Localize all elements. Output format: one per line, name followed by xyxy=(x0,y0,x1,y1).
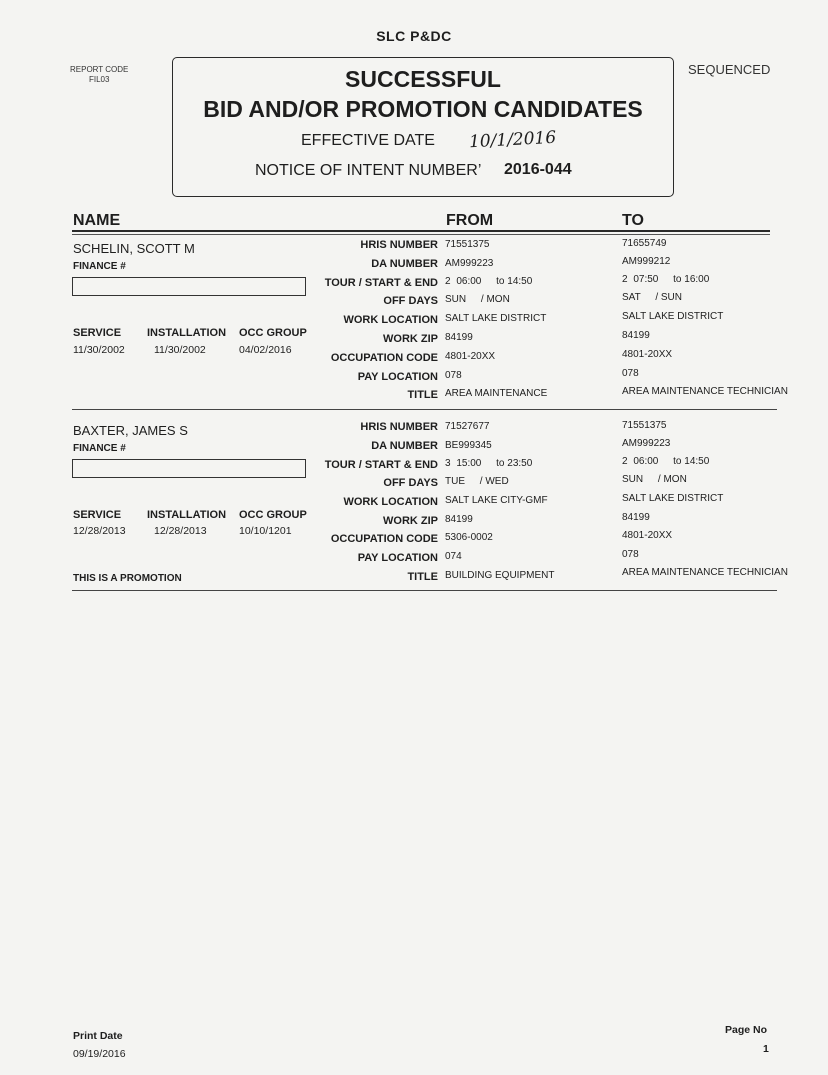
service-date: 12/28/2013 xyxy=(73,525,126,537)
from-tour xyxy=(445,276,532,287)
from-tour-end: to 23:50 xyxy=(496,458,533,469)
effective-date-handwritten: 10/1/2016 xyxy=(468,127,557,153)
to-title: AREA MAINTENANCE TECHNICIAN xyxy=(622,567,788,578)
label-occupation-code: OCCUPATION CODE xyxy=(330,352,438,364)
from-work-zip: 84199 xyxy=(445,514,473,525)
from-da-number: AM999223 xyxy=(445,258,494,269)
from-work-location: SALT LAKE DISTRICT xyxy=(445,313,547,324)
organization-name: SLC P&DC xyxy=(376,28,452,44)
from-hris-number: 71527677 xyxy=(445,421,490,432)
occ-group-label: OCC GROUP xyxy=(239,327,307,339)
label-da-number: DA NUMBER xyxy=(371,258,438,270)
from-off-days xyxy=(445,476,509,487)
column-header-to: TO xyxy=(622,212,644,229)
label-off-days: OFF DAYS xyxy=(383,477,438,489)
report-code-label: REPORT CODE xyxy=(70,65,129,74)
from-off-day-2: / WED xyxy=(479,476,509,487)
title-box xyxy=(172,57,674,197)
label-title: TITLE xyxy=(407,571,438,583)
to-off-day-1: SAT xyxy=(622,292,641,303)
column-header-from: FROM xyxy=(446,212,494,229)
to-tour xyxy=(622,274,709,285)
label-off-days: OFF DAYS xyxy=(383,295,438,307)
header-rule xyxy=(72,230,770,232)
from-tour-start: 06:00 xyxy=(456,276,482,287)
notice-of-intent-label: NOTICE OF INTENT NUMBER’ xyxy=(255,162,482,179)
to-hris-number: 71655749 xyxy=(622,238,667,249)
to-off-day-1: SUN xyxy=(622,474,644,485)
candidate-name: BAXTER, JAMES S xyxy=(73,423,188,438)
from-title: BUILDING EQUIPMENT xyxy=(445,570,555,581)
from-tour-number: 2 xyxy=(445,276,451,287)
page-number-value: 1 xyxy=(763,1043,769,1055)
from-title: AREA MAINTENANCE xyxy=(445,388,548,399)
to-work-zip: 84199 xyxy=(622,512,650,523)
to-tour-end: to 16:00 xyxy=(673,274,710,285)
sequenced-label: SEQUENCED xyxy=(688,62,771,77)
label-work-location: WORK LOCATION xyxy=(343,496,438,508)
to-da-number: AM999212 xyxy=(622,256,671,267)
to-tour-number: 2 xyxy=(622,456,628,467)
promotion-note: THIS IS A PROMOTION xyxy=(73,573,182,584)
label-work-location: WORK LOCATION xyxy=(343,314,438,326)
to-off-days xyxy=(622,292,682,303)
to-hris-number: 71551375 xyxy=(622,420,667,431)
page-number-label: Page No xyxy=(725,1024,768,1036)
from-pay-location: 074 xyxy=(445,551,462,562)
from-hris-number: 71551375 xyxy=(445,239,490,250)
record-separator xyxy=(72,409,777,410)
header-rule-thin xyxy=(72,234,770,235)
installation-date: 12/28/2013 xyxy=(154,525,207,537)
to-pay-location: 078 xyxy=(622,549,639,560)
notice-of-intent-number: 2016-044 xyxy=(504,161,572,178)
column-header-name: NAME xyxy=(73,212,121,229)
label-title: TITLE xyxy=(407,389,438,401)
label-da-number: DA NUMBER xyxy=(371,440,438,452)
from-work-location: SALT LAKE CITY-GMF xyxy=(445,495,548,506)
to-off-days xyxy=(622,474,687,485)
occ-group-label: OCC GROUP xyxy=(239,509,307,521)
to-off-day-2: / MON xyxy=(657,474,687,485)
label-pay-location: PAY LOCATION xyxy=(357,371,438,383)
service-label: SERVICE xyxy=(73,327,122,339)
from-pay-location: 078 xyxy=(445,370,462,381)
finance-label: FINANCE # xyxy=(73,443,126,454)
installation-date: 11/30/2002 xyxy=(154,344,206,356)
from-occupation-code: 5306-0002 xyxy=(445,532,493,543)
to-da-number: AM999223 xyxy=(622,438,671,449)
label-hris-number: HRIS NUMBER xyxy=(360,421,438,433)
installation-label: INSTALLATION xyxy=(147,327,227,339)
to-tour-end: to 14:50 xyxy=(673,456,710,467)
from-occupation-code: 4801-20XX xyxy=(445,351,496,362)
from-off-day-2: / MON xyxy=(480,294,510,305)
from-tour-end: to 14:50 xyxy=(496,276,533,287)
to-work-zip: 84199 xyxy=(622,330,650,341)
occ-group-date: 04/02/2016 xyxy=(239,344,292,356)
title-line-2: BID AND/OR PROMOTION CANDIDATES xyxy=(203,96,643,122)
label-hris-number: HRIS NUMBER xyxy=(360,239,438,251)
effective-date-label: EFFECTIVE DATE xyxy=(301,132,435,149)
to-tour-number: 2 xyxy=(622,274,628,285)
from-work-zip: 84199 xyxy=(445,332,473,343)
service-date: 11/30/2002 xyxy=(73,344,125,356)
occ-group-date: 10/10/1201 xyxy=(239,525,292,537)
to-tour-start: 06:00 xyxy=(633,456,659,467)
to-occupation-code: 4801-20XX xyxy=(622,349,673,360)
from-da-number: BE999345 xyxy=(445,440,492,451)
to-tour xyxy=(622,456,709,467)
label-tour: TOUR / START & END xyxy=(324,459,438,471)
to-occupation-code: 4801-20XX xyxy=(622,530,673,541)
to-work-location: SALT LAKE DISTRICT xyxy=(622,493,724,504)
label-work-zip: WORK ZIP xyxy=(383,333,438,345)
label-work-zip: WORK ZIP xyxy=(383,515,438,527)
report-code xyxy=(70,65,128,85)
candidate-name: SCHELIN, SCOTT M xyxy=(73,241,195,256)
label-pay-location: PAY LOCATION xyxy=(357,552,438,564)
report-code-value: FIL03 xyxy=(88,75,110,84)
to-tour-start: 07:50 xyxy=(633,274,659,285)
record-separator xyxy=(72,590,777,591)
to-off-day-2: / SUN xyxy=(655,292,682,303)
from-tour-start: 15:00 xyxy=(456,458,482,469)
print-date-value: 09/19/2016 xyxy=(73,1048,126,1060)
from-tour xyxy=(445,458,532,469)
title-line-1: SUCCESSFUL xyxy=(345,66,501,92)
from-off-day-1: SUN xyxy=(445,294,467,305)
to-pay-location: 078 xyxy=(622,368,639,379)
to-work-location: SALT LAKE DISTRICT xyxy=(622,311,724,322)
from-tour-number: 3 xyxy=(445,458,451,469)
print-date-label: Print Date xyxy=(73,1030,123,1042)
label-tour: TOUR / START & END xyxy=(324,277,438,289)
to-title: AREA MAINTENANCE TECHNICIAN xyxy=(622,386,788,397)
finance-number-field xyxy=(72,459,306,478)
service-label: SERVICE xyxy=(73,509,122,521)
finance-number-field xyxy=(72,277,306,296)
label-occupation-code: OCCUPATION CODE xyxy=(330,533,438,545)
installation-label: INSTALLATION xyxy=(147,509,227,521)
from-off-day-1: TUE xyxy=(445,476,465,487)
finance-label: FINANCE # xyxy=(73,261,126,272)
from-off-days xyxy=(445,294,510,305)
